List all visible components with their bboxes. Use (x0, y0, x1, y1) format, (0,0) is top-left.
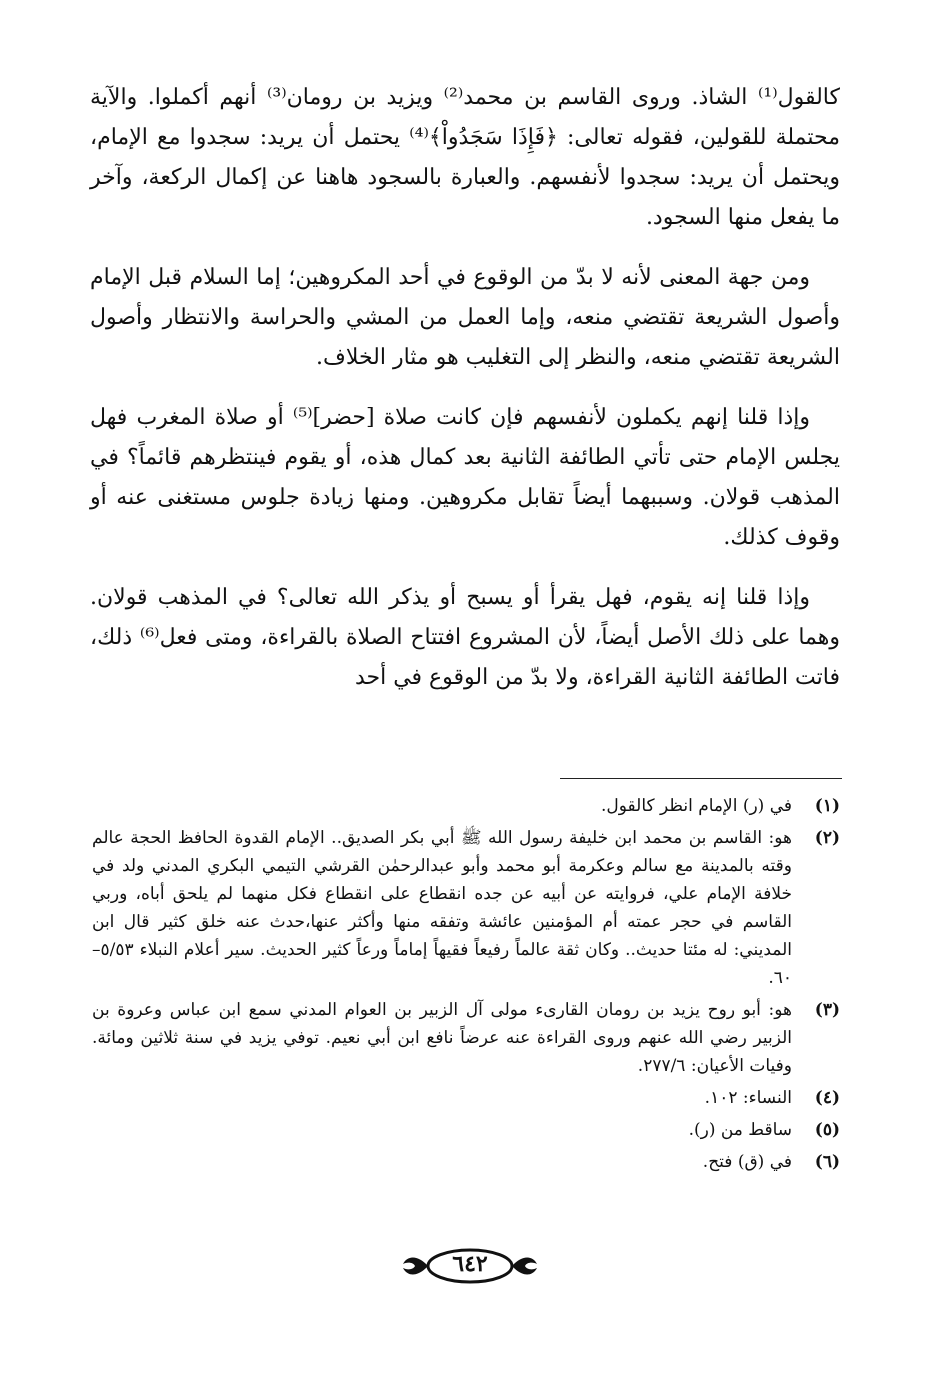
footnote-text: في (ر) الإمام انظر كالقول. (601, 796, 792, 816)
footnote-text: النساء: ١٠٢. (704, 1088, 792, 1108)
page-number-ornament (395, 1244, 545, 1288)
footnote-divider (560, 778, 842, 779)
paragraph-3: وإذا قلنا إنهم يكملون لأنفسهم فإن كانت صلاة [حضر]⁽⁵⁾ أو صلاة المغرب فهل يجلس الإمام حتى تأتي الطائفة الثانية بعد كمال هذه، أو يقوم فينتظرهم قائماً؟ في المذهب قولان. وسببهما أيضاً تقابل مكروهين. ومنها زيادة جلوس مستغنى عنه أو وقوف كذلك. (90, 405, 840, 550)
footnote-text: هو: أبو روح يزيد بن رومان القارىء مولى آل الزبير بن العوام المدني سمع ابن عباس وعروة بن الزبير رضي الله عنهم وروى القراءة عنه عرضاً نافع ابن أبي نعيم. توفي يزيد في سنة ثلاثين ومائة. وفيات الأعيان: ٢٧٧/٦. (92, 1000, 792, 1076)
footnote-1 (92, 792, 840, 820)
footnotes (92, 792, 840, 1180)
paragraph-2: ومن جهة المعنى لأنه لا بدّ من الوقوع في أحد المكروهين؛ إما السلام قبل الإمام وأصول الشريعة تقتضي منعه، وإما العمل من المشي والحراسة والانتظار وأصول الشريعة تقتضي منعه، والنظر إلى التغليب هو مثار الخلاف. (90, 265, 840, 370)
footnote-6 (92, 1148, 840, 1176)
main-text (90, 78, 840, 718)
footnote-number: (٥) (814, 1120, 840, 1140)
footnote-text: ساقط من (ر). (688, 1120, 792, 1140)
paragraph-4: وإذا قلنا إنه يقوم، فهل يقرأ أو يسبح أو يذكر الله تعالى؟ في المذهب قولان. وهما على ذلك الأصل أيضاً، لأن المشروع افتتاح الصلاة بالقراءة، ومتى فعل⁽⁶⁾ ذلك، فاتت الطائفة الثانية القراءة، ولا بدّ من الوقوع في أحد (90, 585, 840, 690)
footnote-text: في (ق) فتح. (702, 1152, 792, 1172)
footnote-5 (92, 1116, 840, 1144)
page-number: ٦٤٢ (452, 1251, 488, 1277)
footnote-number: (٦) (814, 1152, 840, 1172)
footnote-2 (92, 824, 840, 992)
footnote-number: (٢) (814, 828, 840, 848)
paragraph-1: كالقول⁽¹⁾ الشاذ. وروى القاسم بن محمد⁽²⁾ ويزيد بن رومان⁽³⁾ أنهم أكملوا. والآية محتملة للقولين، فقوله تعالى: ﴿فَإِذَا سَجَدُواْ﴾⁽⁴⁾ يحتمل أن يريد: سجدوا مع الإمام، ويحتمل أن يريد: سجدوا لأنفسهم. والعبارة بالسجود هاهنا عن إكمال الركعة، وآخر ما يفعل منها السجود. (90, 85, 840, 230)
footnote-text: هو: القاسم بن محمد ابن خليفة رسول الله ﷺ أبي بكر الصديق.. الإمام القدوة الحافظ الحجة عالم وقته بالمدينة مع سالم وعكرمة أبو محمد وأبو عبدالرحمٰن القرشي التيمي البكري المدني ولد في خلافة الإمام علي، فروايته عن أبيه عن جده انقطاع على انقطاع فكل منهما لم يلحق أباه، وربي القاسم في حجر عمته أم المؤمنين عائشة وتفقه منها وأكثر عنها،حدث عنه خلق كثير قال ابن المديني: له مئتا حديث.. وكان ثقة عالماً رفيعاً فقيهاً إماماً ورعاً كثير الحديث. سير أعلام النبلاء ٥/٥٣– ٦٠. (92, 828, 792, 988)
footnote-3 (92, 996, 840, 1080)
footnote-number: (١) (814, 796, 840, 816)
footnote-number: (٣) (814, 1000, 840, 1020)
footnote-number: (٤) (814, 1088, 840, 1108)
footnote-4 (92, 1084, 840, 1112)
